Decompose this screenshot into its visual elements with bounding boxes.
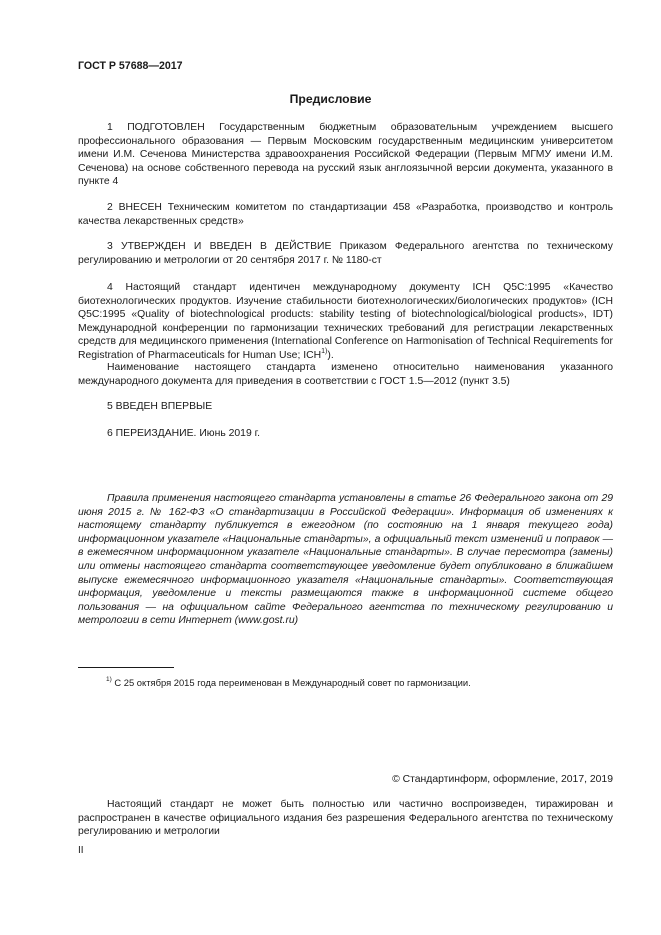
item-3-approved: 3 УТВЕРЖДЕН И ВВЕДЕН В ДЕЙСТВИЕ Приказом Федерального агентства по техническому регулированию и метрологии от 20 сентября 2017 г. № 1180-ст — [78, 241, 613, 266]
copyright: © Стандартинформ, оформление, 2017, 2019 — [392, 774, 613, 785]
document-code: ГОСТ Р 57688—2017 — [78, 60, 183, 72]
footnote-ref: 1) — [321, 347, 328, 355]
footnote-text: С 25 октября 2015 года переименован в Международный совет по гармонизации. — [111, 677, 471, 688]
item-1-prepared: 1 ПОДГОТОВЛЕН Государственным бюджетным образовательным учреждением высшего профессионального образования — Первым Московским государственным медицинским университетом имени И.М. Сеченова Министерства здравоохранения Российской Федерации (Первым МГМУ имени И.М. Сеченова) на основе собственного перевода на русский язык англоязычной версии документа, указанного в пункте 4 — [78, 122, 613, 188]
footnote-divider — [78, 667, 174, 668]
footnote — [106, 677, 471, 688]
footnote-mark: 1) — [106, 675, 112, 683]
page-number: II — [78, 845, 84, 856]
item-4-name-change: Наименование настоящего стандарта изменено относительно наименования указанного международного документа для приведения в соответствии с ГОСТ 1.5—2012 (пункт 3.5) — [78, 362, 613, 387]
item-5-first-introduced: 5 ВВЕДЕН ВПЕРВЫЕ — [107, 401, 213, 412]
item-4-identical — [78, 281, 613, 363]
item-6-reissue: 6 ПЕРЕИЗДАНИЕ. Июнь 2019 г. — [107, 428, 261, 439]
item-4-text: 4 Настоящий стандарт идентичен международному документу ICH Q5C:1995 «Качество биотехнологических продуктов. Изучение стабильности биотехнологических/биологических продуктов» (ICH Q5C:1995 «Quality of biotechnological products: stability testing of biotechnological/biological products», IDT) Международной конференции по гармонизации технических требований для регистрации лекарственных средств для медицинского применения (International Conference on Harmonisation of Technical Requirements for Registration of Pharmaceuticals for Human Use; ICH — [78, 282, 613, 361]
item-4-end: ). — [327, 349, 334, 361]
reproduction-rights: Настоящий стандарт не может быть полностью или частично воспроизведен, тиражирован и распространен в качестве официального издания без разрешения Федерального агентства по техническому регулированию и метрологии — [78, 799, 613, 838]
page-title: Предисловие — [289, 92, 372, 106]
item-2-introduced: 2 ВНЕСЕН Техническим комитетом по стандартизации 458 «Разработка, производство и контроль качества лекарственных средств» — [78, 202, 613, 227]
standard-application-notice: Правила применения настоящего стандарта установлены в статье 26 Федерального закона от 29 июня 2015 г. № 162-ФЗ «О стандартизации в Российской Федерации». Информация об изменениях к настоящему стандарту публикуется в ежегодном (по состоянию на 1 января текущего года) информационном указателе «Национальные стандарты», а официальный текст изменений и поправок — в ежемесячном информационном указателе «Национальные стандарты». В случае пересмотра (замены) или отмены настоящего стандарта соответствующее уведомление будет опубликовано в ближайшем выпуске ежемесячного информационного указателя «Национальные стандарты». Соответствующая информация, уведомление и тексты размещаются также в информационной системе общего пользования — на официальном сайте Федерального агентства по техническому регулированию и метрологии в сети Интернет (www.gost.ru) — [78, 493, 613, 627]
